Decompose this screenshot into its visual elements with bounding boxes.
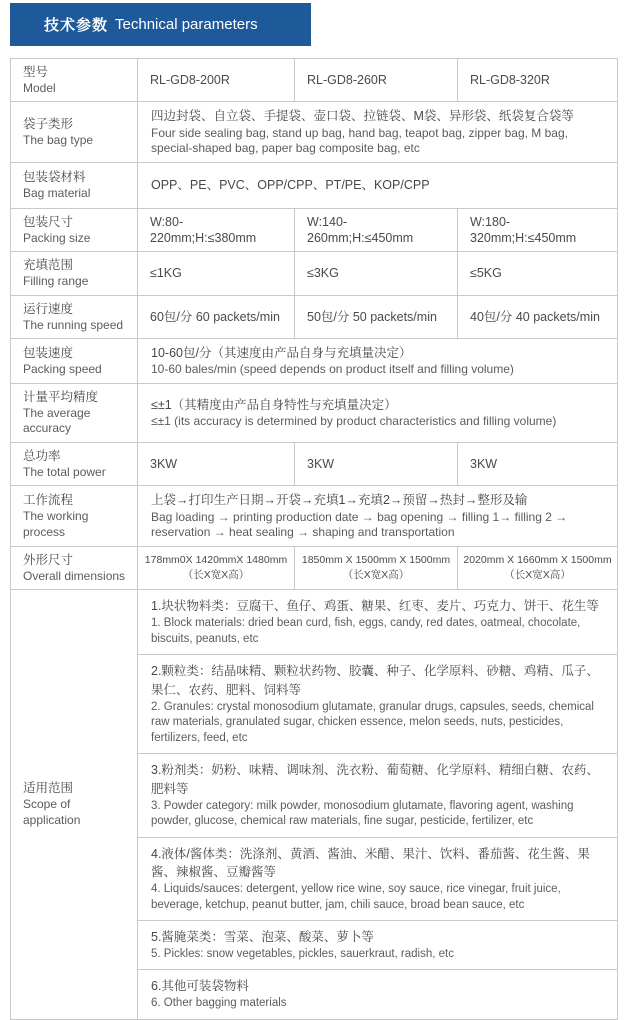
working-process-cn: 上袋→打印生产日期→开袋→充填1→充填2→预留→热封→整形及输	[151, 493, 528, 508]
scope-item-other	[138, 970, 617, 1018]
parameters-table	[10, 58, 618, 1020]
scope-item-powder	[138, 754, 617, 838]
table-row-average-accuracy	[11, 383, 618, 442]
row-label-scope	[11, 590, 138, 1019]
model-value-3: RL-GD8-320R	[458, 59, 618, 102]
section-title-en: Technical parameters	[115, 16, 258, 33]
scope-item-en: 5. Pickles: snow vegetables, pickles, sauerkraut, radish, etc	[151, 947, 454, 960]
label-cn: 充填范围	[23, 258, 74, 273]
dimensions-value-1	[138, 546, 295, 589]
average-accuracy-value	[138, 383, 618, 442]
packing-size-value-2: W:140-260mm;H:≤450mm	[295, 208, 458, 252]
parameters-table-wrapper	[10, 58, 617, 1020]
dimensions-note-3: （长X宽X高）	[504, 569, 571, 582]
packing-speed-value	[138, 339, 618, 384]
label-cn: 型号	[23, 65, 49, 79]
row-label-average-accuracy	[11, 383, 138, 442]
scope-item-pickles	[138, 921, 617, 970]
scope-item-en: 3. Powder category: milk powder, monosodium glutamate, flavoring agent, washing powder, glucose, chemical raw materials, fine sugar, pesticide, fertilizer, etc	[151, 799, 574, 828]
scope-item-en: 6. Other bagging materials	[151, 997, 287, 1010]
table-row-packing-speed	[11, 339, 618, 384]
table-row-overall-dimensions	[11, 546, 618, 589]
dimensions-note-2: （长X宽X高）	[342, 569, 410, 582]
model-value-2: RL-GD8-260R	[295, 59, 458, 102]
label-cn: 工作流程	[23, 493, 74, 508]
packing-size-value-3: W:180-320mm;H:≤450mm	[458, 208, 618, 252]
model-value-1: RL-GD8-200R	[138, 59, 295, 102]
row-label-packing-size	[11, 208, 138, 252]
table-row-bag-material	[11, 162, 618, 208]
scope-item-liquids-sauces	[138, 838, 617, 922]
row-label-bag-type	[11, 102, 138, 162]
working-process-en: Bag loading → printing production date → bag opening → filling 1→ filling 2 → reservation → heat sealing → shaping and transportation	[151, 509, 568, 540]
table-row-running-speed	[11, 295, 618, 338]
row-label-filling-range	[11, 252, 138, 295]
scope-items-cell	[138, 590, 618, 1019]
scope-item-cn: 1.块状物料类：豆腐干、鱼仔、鸡蛋、糖果、红枣、麦片、巧克力、饼干、花生等	[151, 599, 599, 614]
scope-item-cn: 2.颗粒类：结晶味精、颗粒状药物、胶囊、种子、化学原料、砂糖、鸡精、瓜子、果仁、农药、肥料、饲料等	[151, 664, 599, 697]
table-row-model	[11, 59, 618, 102]
scope-item-cn: 3.粉剂类：奶粉、味精、调味剂、洗衣粉、葡萄糖、化学原料、精细白糖、农药、肥料等	[151, 763, 599, 796]
average-accuracy-en: ≤±1 (its accuracy is determined by product characteristics and filling volume)	[151, 414, 557, 429]
bag-material-list: OPP、PE、PVC、OPP/CPP、PT/PE、KOP/CPP	[151, 178, 430, 193]
scope-item-cn: 5.酱腌菜类：雪菜、泡菜、酸菜、萝卜等	[151, 930, 374, 945]
filling-range-value-1: ≤1KG	[138, 252, 295, 295]
label-cn: 外形尺寸	[23, 552, 74, 567]
packing-speed-cn: 10-60包/分（其速度由产品自身与充填量决定）	[151, 346, 412, 361]
scope-item-cn: 6.其他可装袋物料	[151, 979, 249, 994]
row-label-packing-speed	[11, 339, 138, 384]
dimensions-size-2: 1850mm X 1500mm X 1500mm	[301, 554, 451, 567]
label-cn: 计量平均精度	[23, 389, 99, 404]
section-title-cn: 技术参数	[44, 17, 109, 34]
label-en: Model	[23, 80, 56, 95]
label-cn: 总功率	[23, 449, 61, 463]
label-en: The working process	[23, 508, 89, 539]
label-en: Overall dimensions	[23, 568, 126, 583]
total-power-value-3: 3KW	[458, 443, 618, 486]
total-power-value-1: 3KW	[138, 443, 295, 486]
dimensions-size-1: 178mm0X 1420mmX 1480mm	[144, 554, 288, 567]
running-speed-value-3: 40包/分 40 packets/min	[458, 295, 618, 338]
label-cn: 适用范围	[23, 781, 74, 796]
row-label-working-process	[11, 486, 138, 546]
table-row-scope	[11, 590, 618, 1019]
dimensions-value-2	[295, 546, 458, 589]
table-row-total-power	[11, 443, 618, 486]
filling-range-value-2: ≤3KG	[295, 252, 458, 295]
label-cn: 包装尺寸	[23, 214, 74, 229]
scope-item-en: 1. Block materials: dried bean curd, fish, eggs, candy, red dates, oatmeal, chocolate, biscuits, peanuts, etc	[151, 617, 581, 645]
table-row-filling-range	[11, 252, 618, 295]
scope-item-block-materials	[138, 590, 617, 655]
row-label-bag-material	[11, 162, 138, 208]
label-en: The average accuracy	[23, 405, 91, 436]
row-label-total-power	[11, 443, 138, 486]
label-en: Scope of application	[23, 797, 81, 827]
label-cn: 袋子类形	[23, 116, 74, 131]
table-row-working-process	[11, 486, 618, 546]
dimensions-note-1: （长X宽X高）	[182, 569, 250, 582]
label-cn: 包装速度	[23, 345, 74, 360]
average-accuracy-cn: ≤±1（其精度由产品自身特性与充填量决定）	[151, 398, 397, 413]
label-en: The running speed	[23, 317, 124, 332]
scope-item-granules	[138, 655, 617, 754]
label-en: The total power	[23, 464, 106, 479]
packing-speed-en: 10-60 bales/min (speed depends on product itself and filling volume)	[151, 362, 514, 377]
table-row-packing-size	[11, 208, 618, 252]
scope-item-en: 4. Liquids/sauces: detergent, yellow rice wine, soy sauce, rice vinegar, fruit juice, beverage, ketchup, peanut butter, jam, chili sauce, broad bean sauce, etc	[151, 883, 561, 911]
label-en: Packing size	[23, 230, 91, 245]
row-label-model	[11, 59, 138, 102]
dimensions-size-3: 2020mm X 1660mm X 1500mm	[463, 554, 612, 567]
dimensions-value-3	[458, 546, 618, 589]
label-en: Packing speed	[23, 361, 102, 376]
label-cn: 包装袋材料	[23, 170, 86, 185]
label-en: Bag material	[23, 185, 91, 200]
table-row-bag-type	[11, 102, 618, 162]
label-en: The bag type	[23, 132, 94, 147]
row-label-running-speed	[11, 295, 138, 338]
packing-size-value-1: W:80-220mm;H:≤380mm	[138, 208, 295, 252]
label-en: Filling range	[23, 274, 89, 289]
scope-item-en: 2. Granules: crystal monosodium glutamate, granular drugs, capsules, seeds, chemical raw materials, granulated sugar, chicken essence, melon seeds, nuts, pesticides, fertilizers, feed, etc	[151, 700, 594, 744]
section-title-banner	[10, 3, 311, 46]
bag-type-en: Four side sealing bag, stand up bag, hand bag, teapot bag, zipper bag, M bag, special-shaped bag, paper bag composite bag, etc	[151, 125, 568, 156]
label-cn: 运行速度	[23, 301, 74, 316]
total-power-value-2: 3KW	[295, 443, 458, 486]
bag-type-value	[138, 102, 618, 162]
bag-material-value	[138, 162, 618, 208]
row-label-overall-dimensions	[11, 546, 138, 589]
scope-item-cn: 4.液体/酱体类：洗涤剂、黄酒、酱油、米醋、果汁、饮料、番茄酱、花生酱、果酱、辣椒酱、豆瓣酱等	[151, 846, 590, 880]
bag-type-cn: 四边封袋、自立袋、手提袋、壶口袋、拉链袋、M袋、异形袋、纸袋复合袋等	[151, 109, 574, 124]
running-speed-value-1: 60包/分 60 packets/min	[138, 295, 295, 338]
filling-range-value-3: ≤5KG	[458, 252, 618, 295]
running-speed-value-2: 50包/分 50 packets/min	[295, 295, 458, 338]
working-process-value	[138, 486, 618, 546]
